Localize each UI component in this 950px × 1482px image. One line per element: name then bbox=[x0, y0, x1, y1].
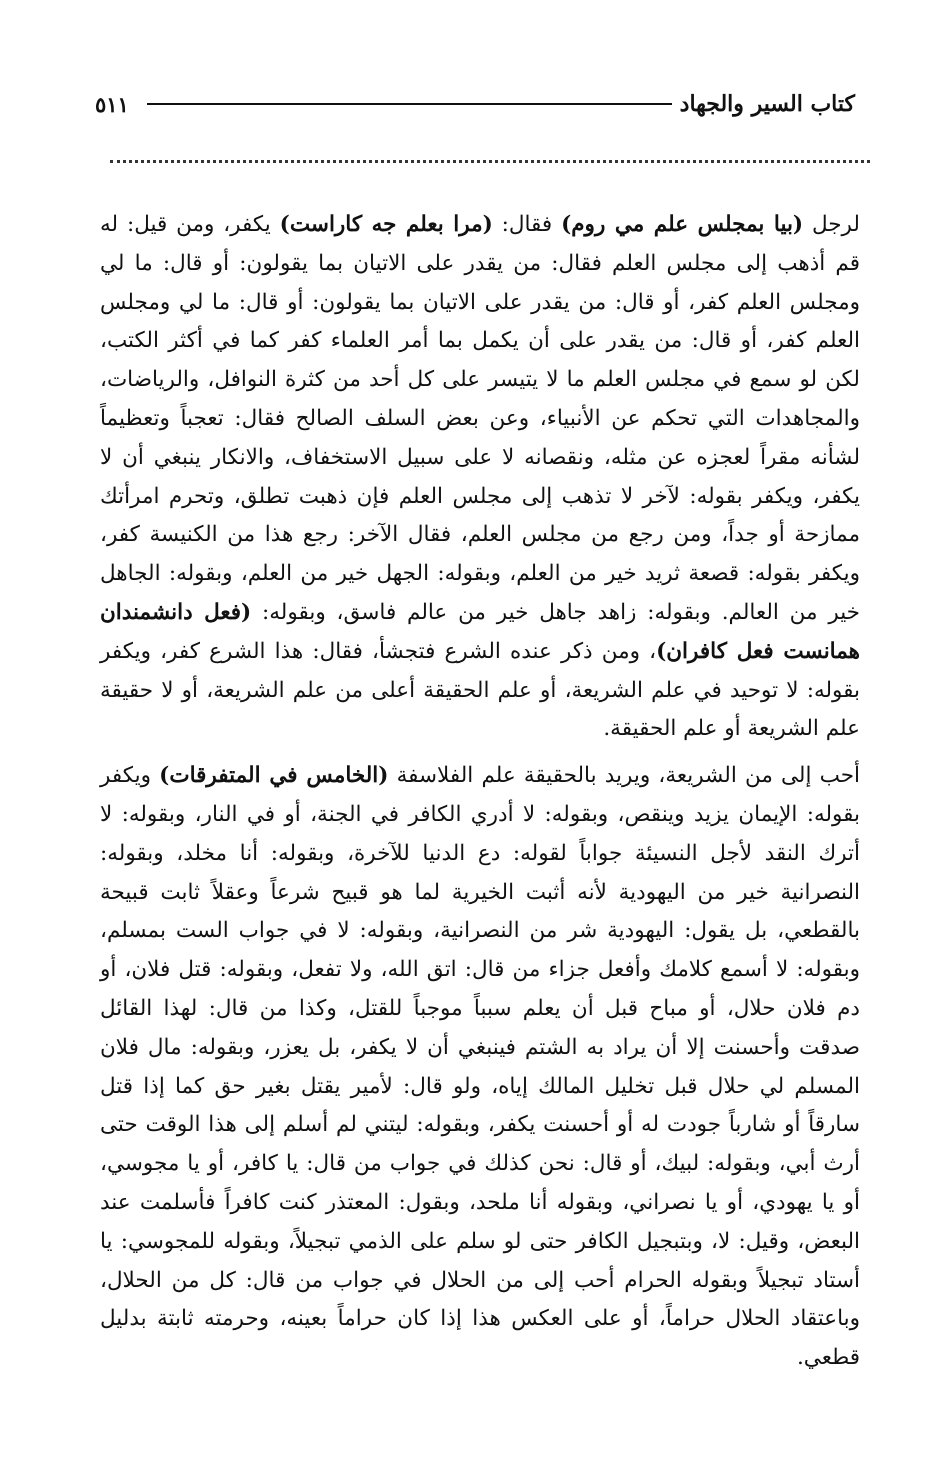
text-run: لرجل bbox=[803, 212, 860, 237]
text-run: يكفر، ومن قيل: له قم أذهب إلى مجلس العلم فقال: من يقدر على الاتيان بما يقولون: أو قال: ما لي ومجلس العلم كفر، أو قال: من يقدر على الاتيان بما يقولون: أو قال: ما لي ومجلس العلم كفر، أو قال: من يقدر على أن يكمل بما أمر العلماء كفر كما في أكثر الكتب، لكن لو سمع في مجلس العلم ما لا يتيسر على كل أحد من كثرة النوافل، والرياضات، والمجاهدات التي تحكم عن الأنبياء، وعن بعض السلف الصالح فقال: تعجباً وتعظيماً لشأنه مقراً لعجزه عن مثله، ونقصانه لا على سبيل الاستخفاف، والانكار ينبغي أن لا يكفر، ويكفر بقوله: لآخر لا تذهب إلى مجلس العلم فإن ذهبت تطلق، وتحرم امرأتك ممازحة أو جداً، ومن رجع من مجلس العلم، فقال الآخر: رجع هذا من الكنيسة كفر، ويكفر بقوله: قصعة ثريد خير من العلم، وبقوله: الجهل خير من العلم، وبقوله: الجاهل خير من العالم. وبقوله: زاهد جاهل خير من عالم فاسق، وبقوله: bbox=[100, 212, 860, 625]
text-run: فقال: bbox=[492, 212, 562, 237]
body-text bbox=[100, 206, 860, 1378]
text-run: ، ومن ذكر عنده الشرع فتجشأ، فقال: هذا الشرع كفر، ويكفر بقوله: لا توحيد في علم الشريعة، أو علم الحقيقة أعلى من علم الشريعة، أو لا حقيقة علم الشريعة أو علم الحقيقة. bbox=[100, 638, 860, 742]
bold-phrase: (فعل دانشمندان همانست فعل كافران) bbox=[100, 599, 861, 664]
text-run: أحب إلى من الشريعة، ويريد بالحقيقة علم الفلاسفة bbox=[388, 763, 860, 789]
running-title: كتاب السير والجهاد bbox=[679, 91, 855, 117]
dotted-separator bbox=[110, 160, 870, 173]
text-run: ويكفر بقوله: الإيمان يزيد وينقص، وبقوله: لا أدري الكافر في الجنة، أو في النار، وبقوله: لا أترك النقد لأجل النسيئة جواباً لقوله: دع الدنيا للآخرة، وبقوله: أنا مخلد، وبقوله: النصرانية خير من اليهودية لأنه أثبت الخيرية لما هو قبيح شرعاً وعقلاً ثابت قبيحة بالقطعي، بل يقول: اليهودية شر من النصرانية، وبقوله: لا في جواب الست بمسلم، وبقوله: لا أسمع كلامك وأفعل جزاء من قال: اتق الله، ولا تفعل، وبقوله: قتل فلان، أو دم فلان حلال، أو مباح قبل أن يعلم سبباً موجباً للقتل، وكذا من قال: لهذا القائل صدقت وأحسنت إلا أن يراد به الشتم فينبغي أن لا يكفر، بل يعزر، وبقوله: مال فلان المسلم لي حلال قبل تخليل المالك إياه، ولو قال: لأمير يقتل بغير حق كما إذا قتل سارقاً أو شارباً جودت له أو أحسنت يكفر، وبقوله: ليتني لم أسلم إلى هذا الوقت حتى أرث أبي، وبقوله: لبيك، أو قال: نحن كذلك في جواب من قال: يا كافر، أو يا مجوسي، أو يا يهودي، أو يا نصراني، وبقوله أنا ملحد، وبقول: المعتذر كنت كافراً فأسلمت عند البعض، وقيل: لا، وبتبجيل الكافر حتى لو سلم على الذمي تبجيلاً، وبقوله للمجوسي: يا أستاد تبجيلاً وبقوله الحرام أحب إلى من الحلال في جواب من قال: كل من الحلال، وباعتقاد الحلال حراماً، أو على العكس هذا إذا كان حراماً بعينه، وحرمته ثابتة بدليل قطعي. bbox=[100, 763, 860, 1371]
bold-phrase: (الخامس في المتفرقات) bbox=[159, 763, 389, 789]
page-number: ٥١١ bbox=[95, 91, 129, 117]
bold-phrase: (مرا بعلم جه كاراست) bbox=[279, 212, 493, 237]
page-header bbox=[95, 84, 855, 124]
paragraph bbox=[100, 757, 860, 1378]
header-rule bbox=[147, 103, 672, 105]
paragraph bbox=[100, 206, 860, 749]
bold-phrase: (بيا بمجلس علم مي روم) bbox=[561, 212, 804, 237]
